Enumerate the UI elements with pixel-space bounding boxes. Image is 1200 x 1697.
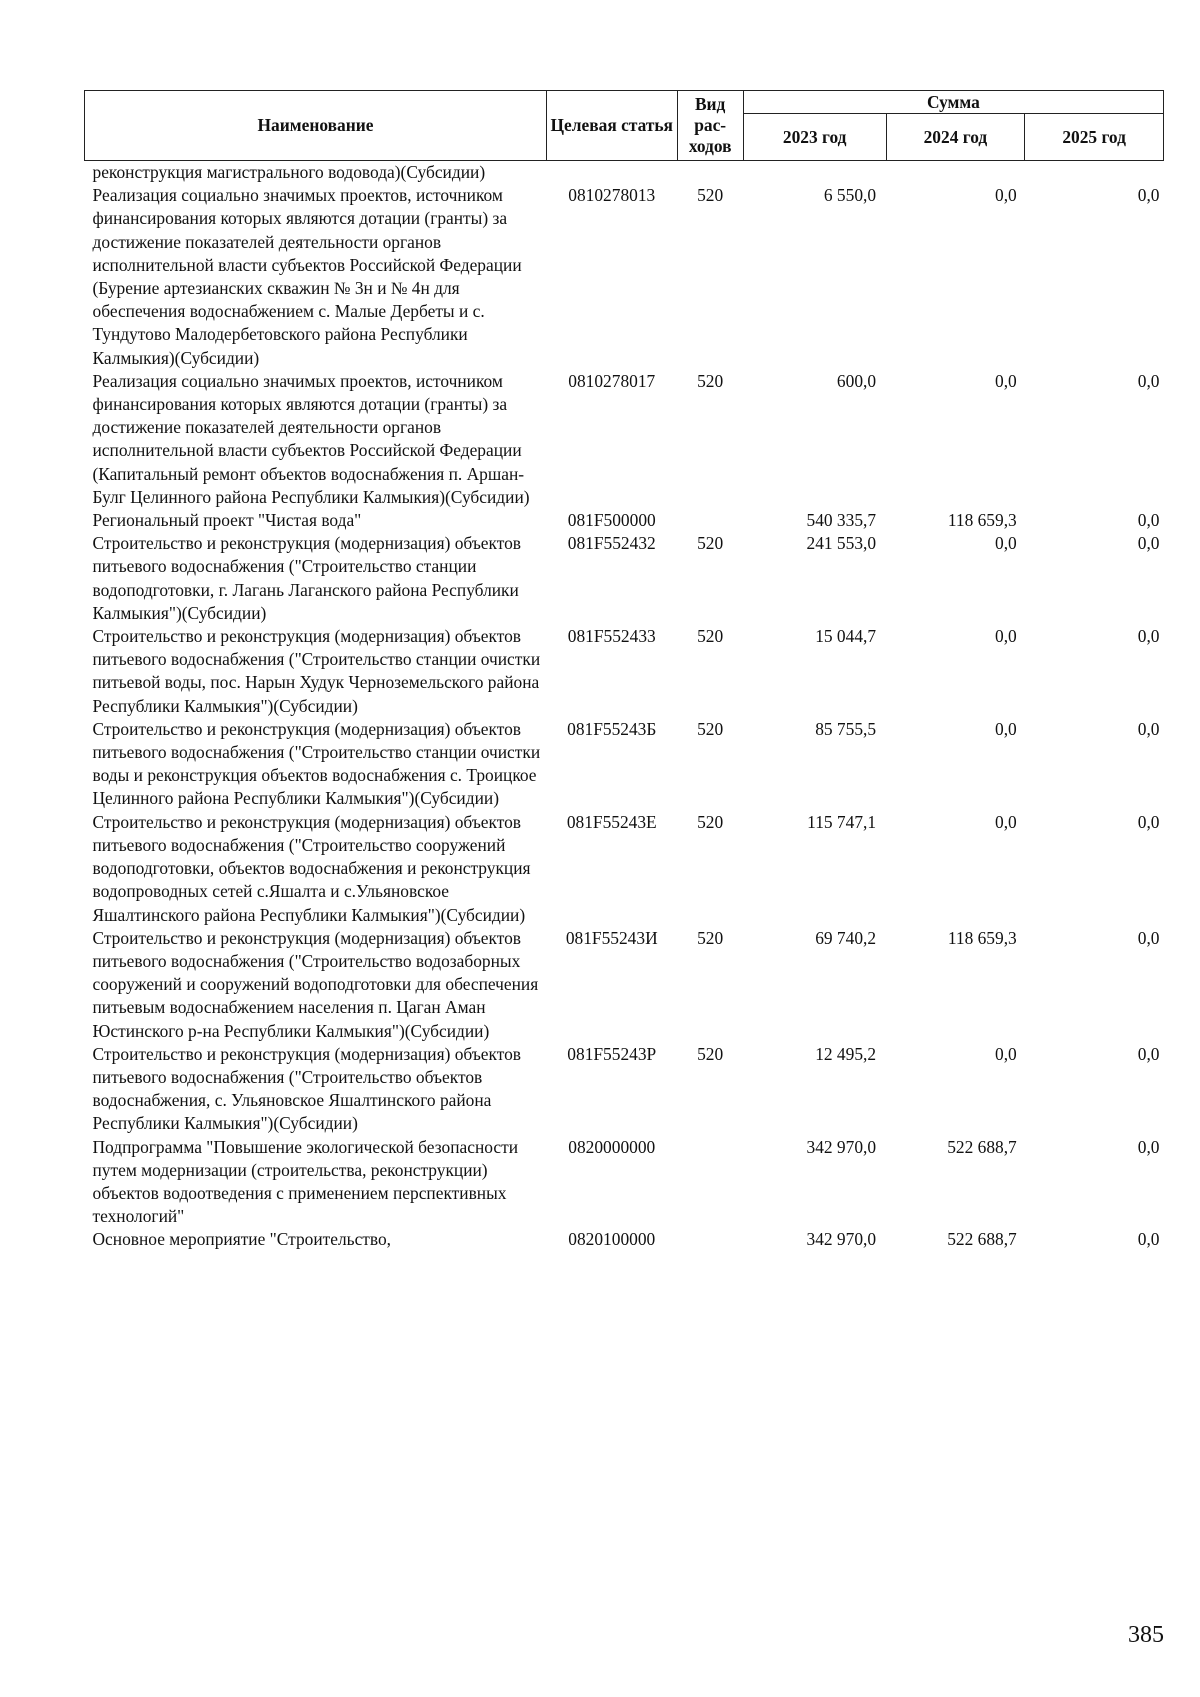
header-code: Целевая статья	[546, 91, 677, 161]
cell-vid: 520	[697, 626, 724, 647]
cell-vid: 520	[697, 927, 724, 948]
cell-2024	[886, 161, 1025, 185]
cell-2025: 0,0	[1137, 185, 1160, 206]
cell-2024: 0,0	[995, 1043, 1017, 1064]
cell-2024: 0,0	[995, 185, 1017, 206]
cell-2024: 0,0	[995, 370, 1017, 391]
cell-name: Реализация социально значимых проектов, источником финансирования которых являются дотации (гранты) за достижение показателей деятельности органов исполнительной власти субъектов Российской Федерации (Бурение артезианских скважин № 3н и № 4н для обеспечения водоснабжением с. Малые Дербеты и с. Тундутово Малодербетовского района Республики Калмыкия)(Субсидии)	[92, 185, 522, 368]
header-2024: 2024 год	[886, 114, 1025, 161]
cell-2024: 0,0	[995, 811, 1017, 832]
cell-2025: 0,0	[1137, 1136, 1160, 1157]
header-vid: Вид рас-ходов	[677, 91, 743, 161]
cell-code: 081F55243Е	[566, 811, 657, 832]
cell-2024: 118 659,3	[947, 510, 1017, 531]
cell-code: 081F55243Р	[567, 1043, 657, 1064]
cell-name: Реализация социально значимых проектов, источником финансирования которых являются дотации (гранты) за достижение показателей деятельности органов исполнительной власти субъектов Российской Федерации (Капитальный ремонт объектов водоснабжения п. Аршан-Булг Целинного района Республики Калмыкия)(Субсидии)	[92, 370, 530, 507]
cell-2025: 0,0	[1137, 1043, 1160, 1064]
cell-2025: 0,0	[1137, 626, 1160, 647]
cell-vid	[677, 509, 743, 532]
table-row	[85, 184, 1164, 370]
cell-2025: 0,0	[1137, 1229, 1160, 1250]
cell-2023: 15 044,7	[815, 626, 877, 647]
cell-vid	[677, 1136, 743, 1229]
table-row	[85, 161, 1164, 185]
cell-code	[546, 161, 677, 185]
cell-code: 0810278017	[568, 370, 656, 391]
table-row	[85, 532, 1164, 625]
cell-2023: 342 970,0	[806, 1136, 877, 1157]
cell-code: 081F55243Б	[567, 718, 657, 739]
page-number: 385	[1128, 1622, 1164, 1648]
cell-name: Строительство и реконструкция (модернизация) объектов питьевого водоснабжения ("Строительство сооружений водоподготовки, объектов водоснабжения и реконструкция водопроводных сетей с.Яшалта и с.Ульяновское Яшалтинского района Республики Калмыкия")(Субсидии)	[92, 811, 531, 925]
cell-name: Строительство и реконструкция (модернизация) объектов питьевого водоснабжения ("Строительство станции водоподготовки, г. Лагань Лаганского района Республики Калмыкия")(Субсидии)	[92, 533, 522, 623]
cell-2023: 12 495,2	[815, 1043, 877, 1064]
cell-name: Основное мероприятие "Строительство,	[92, 1229, 392, 1250]
cell-code: 0820100000	[568, 1229, 656, 1250]
table-row	[85, 370, 1164, 509]
table-row	[85, 718, 1164, 811]
cell-2024: 118 659,3	[947, 927, 1017, 948]
cell-2023: 342 970,0	[806, 1229, 877, 1250]
cell-name: Региональный проект "Чистая вода"	[92, 510, 362, 531]
cell-vid: 520	[697, 533, 724, 554]
table-row	[85, 1228, 1164, 1251]
cell-name: реконструкция магистрального водовода)(Субсидии)	[92, 162, 486, 182]
cell-name: Строительство и реконструкция (модернизация) объектов питьевого водоснабжения ("Строительство станции очистки воды и реконструкция объектов водоснабжения с. Троицкое Целинного района Республики Калмыкия")(Субсидии)	[92, 718, 541, 809]
cell-2024: 0,0	[995, 626, 1017, 647]
cell-2023: 69 740,2	[815, 927, 877, 948]
cell-2025	[1025, 161, 1164, 185]
cell-2025: 0,0	[1137, 927, 1160, 948]
cell-code: 0810278013	[568, 185, 656, 206]
cell-code: 081F552433	[567, 626, 656, 647]
table-row	[85, 927, 1164, 1043]
cell-2024: 522 688,7	[947, 1136, 1017, 1157]
cell-name: Строительство и реконструкция (модернизация) объектов питьевого водоснабжения ("Строительство станции очистки питьевой воды, пос. Нарын Худук Черноземельского района Республики Калмыкия")(Субсидии)	[92, 626, 541, 716]
cell-vid	[677, 161, 743, 185]
cell-2023: 600,0	[836, 370, 877, 391]
cell-2025: 0,0	[1137, 510, 1160, 531]
table-body	[85, 161, 1164, 1252]
cell-2025: 0,0	[1137, 533, 1160, 554]
cell-vid: 520	[697, 370, 724, 391]
cell-code: 081F500000	[567, 510, 656, 531]
cell-vid: 520	[697, 718, 724, 739]
cell-2023: 241 553,0	[806, 533, 877, 554]
header-2023: 2023 год	[743, 114, 886, 161]
cell-2024: 522 688,7	[947, 1229, 1017, 1250]
cell-2023: 6 550,0	[823, 185, 877, 206]
table-row	[85, 1043, 1164, 1136]
cell-vid	[677, 1228, 743, 1251]
cell-2025: 0,0	[1137, 718, 1160, 739]
cell-2025: 0,0	[1137, 811, 1160, 832]
cell-2023	[743, 161, 886, 185]
cell-name: Строительство и реконструкция (модернизация) объектов питьевого водоснабжения ("Строительство водозаборных сооружений и сооружений водоподготовки для обеспечения питьевым водоснабжением населения п. Цаган Аман Юстинского р-на Республики Калмыкия")(Субсидии)	[92, 927, 539, 1041]
cell-2023: 540 335,7	[806, 510, 877, 531]
cell-code: 081F552432	[567, 533, 656, 554]
cell-2024: 0,0	[995, 533, 1017, 554]
cell-2023: 85 755,5	[815, 718, 877, 739]
budget-table	[84, 90, 1164, 1252]
cell-name: Строительство и реконструкция (модернизация) объектов питьевого водоснабжения ("Строительство объектов водоснабжения, с. Ульяновское Яшалтинского района Республики Калмыкия")(Субсидии)	[92, 1043, 522, 1134]
cell-2023: 115 747,1	[807, 811, 877, 832]
cell-vid: 520	[697, 185, 724, 206]
header-2025: 2025 год	[1025, 114, 1164, 161]
header-sum: Сумма	[743, 91, 1163, 114]
table-row	[85, 509, 1164, 532]
table-row	[85, 1136, 1164, 1229]
cell-2025: 0,0	[1137, 370, 1160, 391]
table-row	[85, 811, 1164, 927]
cell-vid: 520	[697, 1043, 724, 1064]
cell-code: 081F55243И	[565, 927, 658, 948]
cell-name: Подпрограмма "Повышение экологической безопасности путем модернизации (строительства, реконструкции) объектов водоотведения с применением перспективных технологий"	[92, 1136, 519, 1227]
table-row	[85, 625, 1164, 718]
cell-vid: 520	[697, 811, 724, 832]
cell-2024: 0,0	[995, 718, 1017, 739]
table-header	[85, 91, 1164, 161]
cell-code: 0820000000	[568, 1136, 656, 1157]
header-name: Наименование	[85, 91, 547, 161]
